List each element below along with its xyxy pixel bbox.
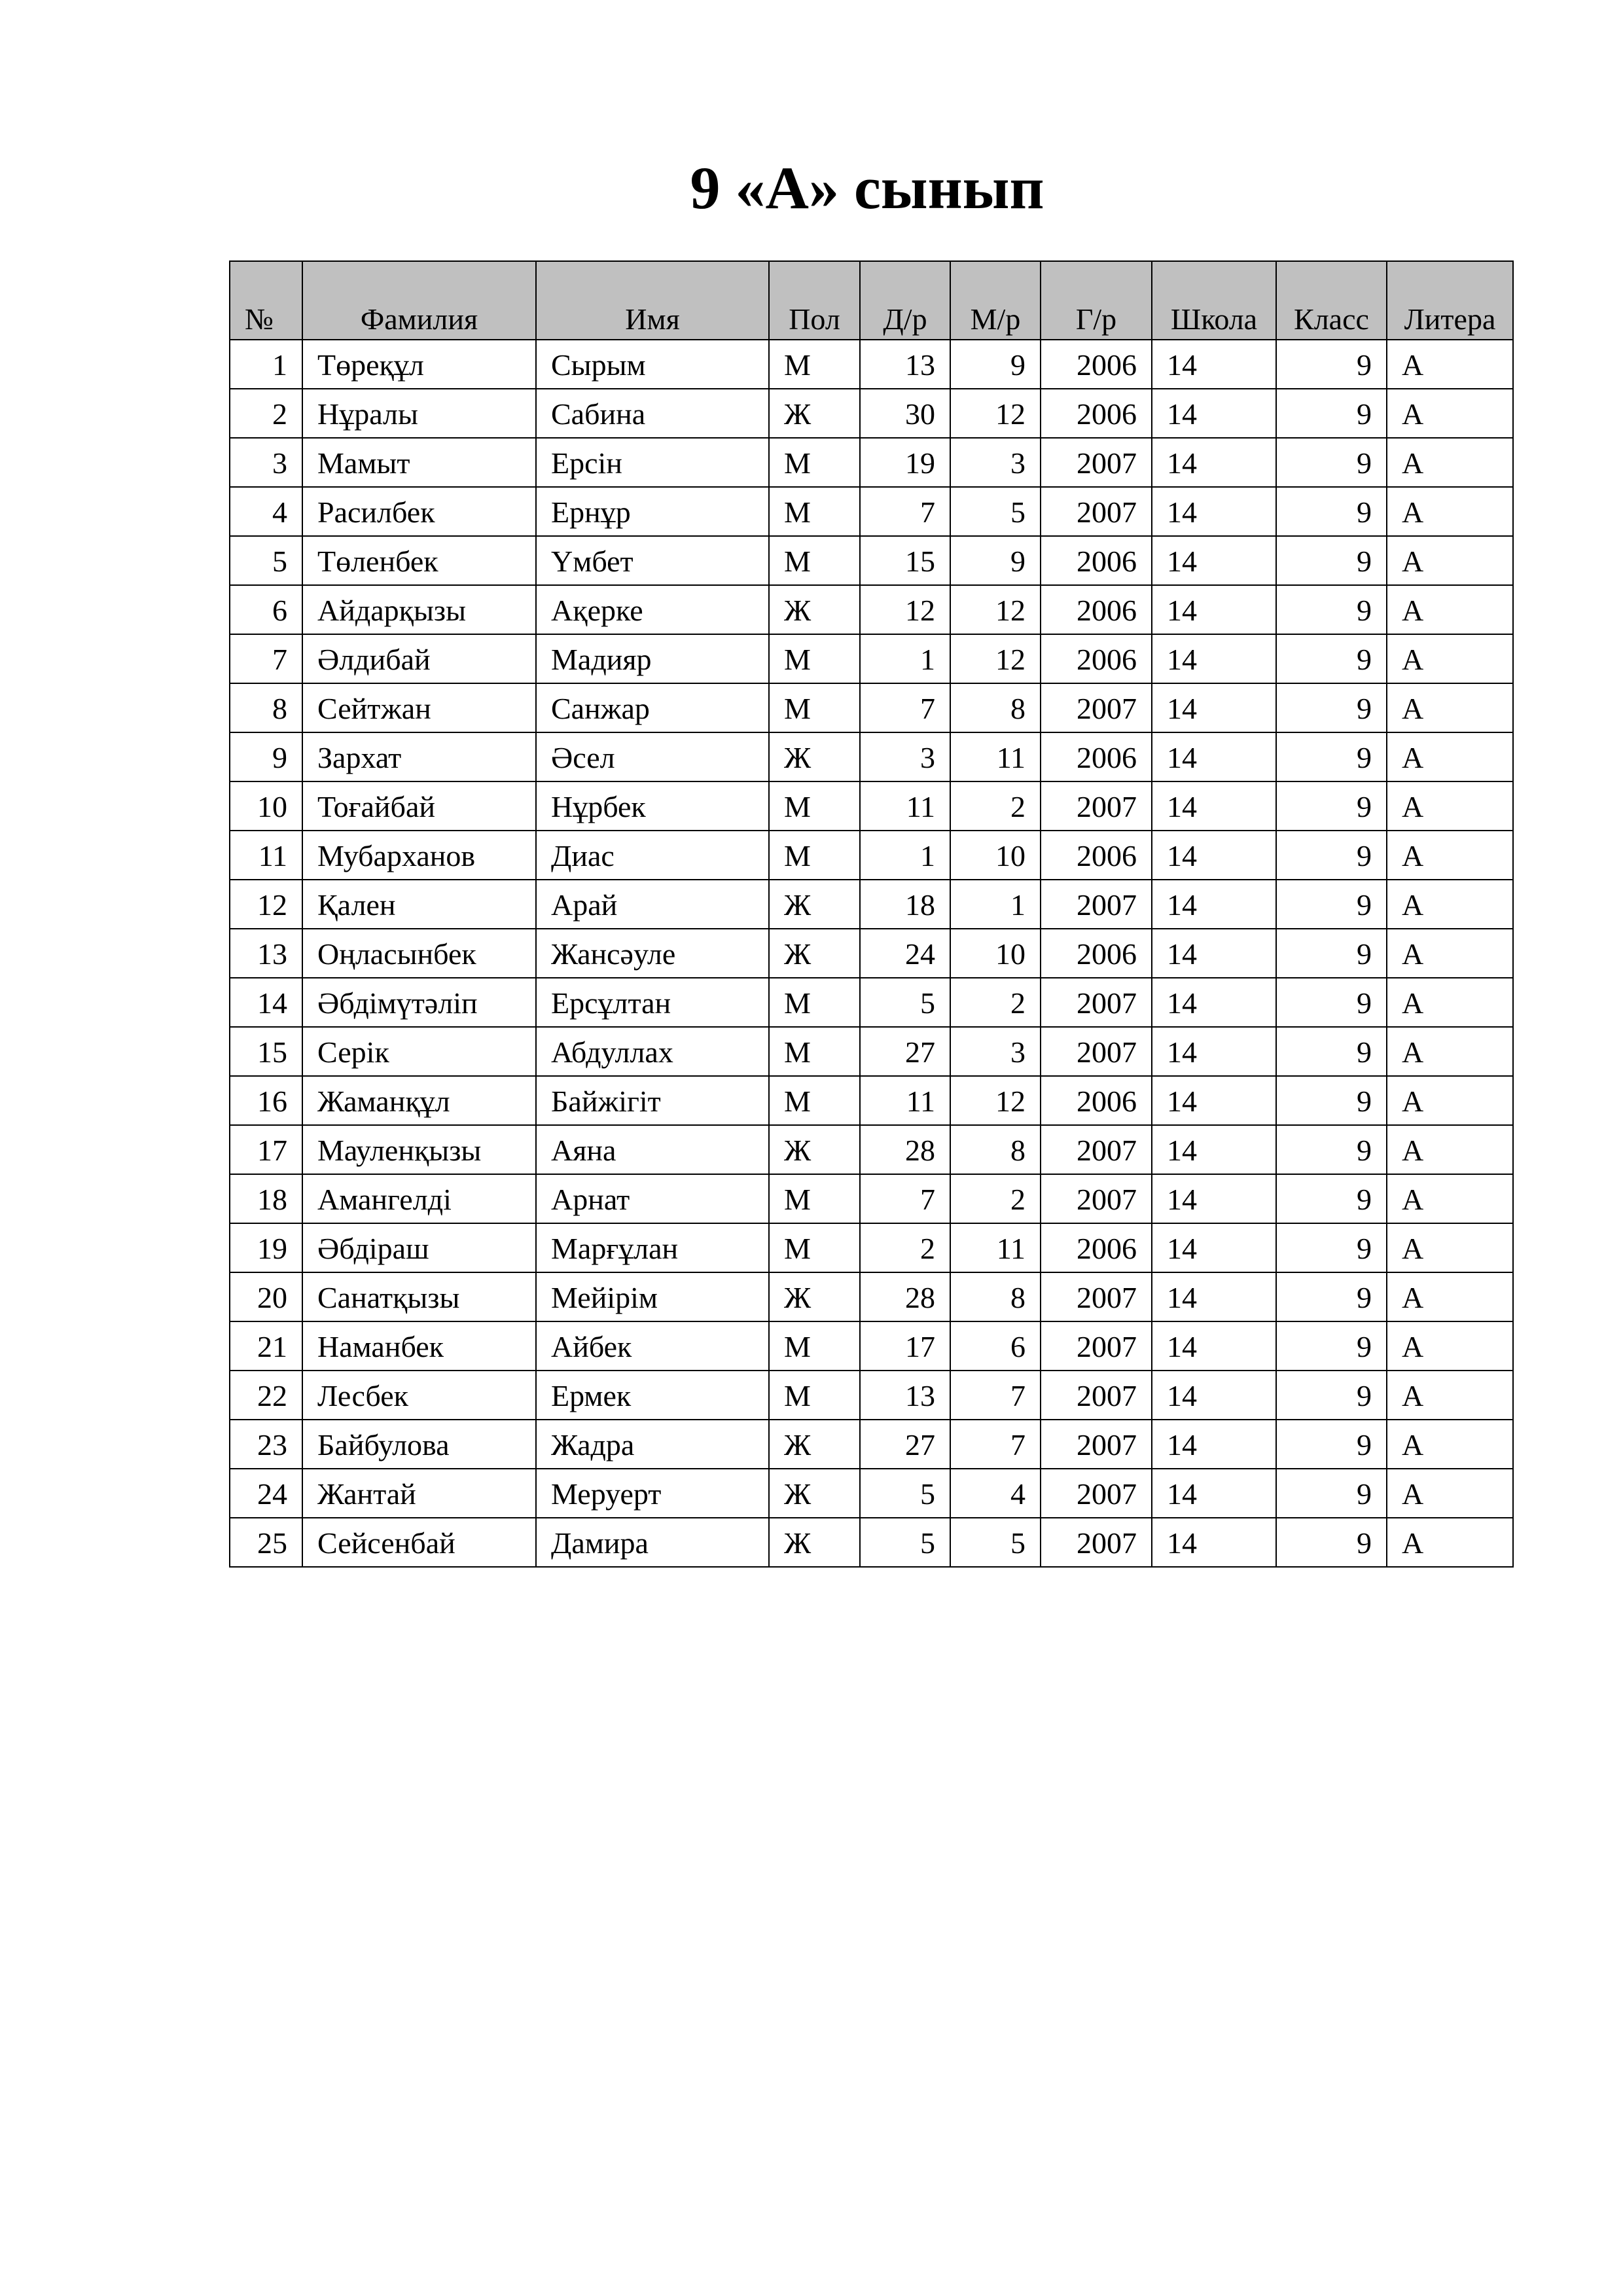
cell-number: 11 — [230, 831, 302, 880]
cell-class: 9 — [1276, 978, 1387, 1027]
cell-first-name: Арнат — [536, 1174, 769, 1223]
cell-number: 21 — [230, 1321, 302, 1371]
cell-class: 9 — [1276, 1321, 1387, 1371]
cell-first-name: Дамира — [536, 1518, 769, 1567]
cell-first-name: Сабина — [536, 389, 769, 438]
cell-surname: Зархат — [302, 732, 536, 781]
cell-school: 14 — [1152, 1321, 1276, 1371]
cell-number: 23 — [230, 1420, 302, 1469]
cell-first-name: Ернұр — [536, 487, 769, 536]
cell-number: 8 — [230, 683, 302, 732]
cell-number: 24 — [230, 1469, 302, 1518]
cell-number: 14 — [230, 978, 302, 1027]
cell-letter: А — [1387, 1321, 1513, 1371]
cell-birth-day: 27 — [860, 1420, 950, 1469]
cell-number: 15 — [230, 1027, 302, 1076]
cell-school: 14 — [1152, 1272, 1276, 1321]
table-row — [230, 1223, 1513, 1272]
cell-surname: Мауленқызы — [302, 1125, 536, 1174]
cell-birth-year: 2006 — [1041, 1076, 1152, 1125]
table-row — [230, 732, 1513, 781]
table-body — [230, 340, 1513, 1567]
cell-birth-year: 2006 — [1041, 732, 1152, 781]
cell-class: 9 — [1276, 880, 1387, 929]
cell-letter: А — [1387, 1125, 1513, 1174]
cell-first-name: Байжігіт — [536, 1076, 769, 1125]
cell-birth-year: 2007 — [1041, 1469, 1152, 1518]
cell-letter: А — [1387, 585, 1513, 634]
cell-birth-year: 2007 — [1041, 1272, 1152, 1321]
cell-first-name: Айбек — [536, 1321, 769, 1371]
table-row — [230, 1125, 1513, 1174]
cell-first-name: Абдуллах — [536, 1027, 769, 1076]
cell-number: 4 — [230, 487, 302, 536]
student-roster-table — [229, 260, 1514, 1568]
cell-first-name: Меруерт — [536, 1469, 769, 1518]
cell-first-name: Аяна — [536, 1125, 769, 1174]
cell-first-name: Ақерке — [536, 585, 769, 634]
cell-birth-day: 7 — [860, 1174, 950, 1223]
cell-surname: Жаманқұл — [302, 1076, 536, 1125]
cell-birth-year: 2007 — [1041, 781, 1152, 831]
cell-first-name: Үмбет — [536, 536, 769, 585]
cell-surname: Нұралы — [302, 389, 536, 438]
cell-gender: М — [769, 1174, 860, 1223]
cell-birth-day: 24 — [860, 929, 950, 978]
table-row — [230, 880, 1513, 929]
cell-letter: А — [1387, 781, 1513, 831]
cell-number: 1 — [230, 340, 302, 389]
table-row — [230, 536, 1513, 585]
cell-birth-month: 9 — [950, 536, 1041, 585]
cell-letter: А — [1387, 1027, 1513, 1076]
cell-number: 6 — [230, 585, 302, 634]
cell-birth-year: 2006 — [1041, 831, 1152, 880]
cell-birth-month: 6 — [950, 1321, 1041, 1371]
cell-surname: Лесбек — [302, 1371, 536, 1420]
cell-birth-month: 2 — [950, 781, 1041, 831]
cell-gender: М — [769, 438, 860, 487]
cell-gender: М — [769, 1076, 860, 1125]
cell-school: 14 — [1152, 1125, 1276, 1174]
cell-birth-month: 2 — [950, 1174, 1041, 1223]
cell-school: 14 — [1152, 1027, 1276, 1076]
table-row — [230, 438, 1513, 487]
cell-school: 14 — [1152, 1518, 1276, 1567]
cell-class: 9 — [1276, 732, 1387, 781]
cell-birth-day: 19 — [860, 438, 950, 487]
cell-surname: Айдарқызы — [302, 585, 536, 634]
cell-first-name: Әсел — [536, 732, 769, 781]
cell-number: 5 — [230, 536, 302, 585]
cell-gender: М — [769, 781, 860, 831]
cell-number: 10 — [230, 781, 302, 831]
cell-school: 14 — [1152, 1076, 1276, 1125]
cell-number: 22 — [230, 1371, 302, 1420]
cell-birth-day: 27 — [860, 1027, 950, 1076]
cell-number: 9 — [230, 732, 302, 781]
cell-class: 9 — [1276, 683, 1387, 732]
cell-gender: М — [769, 340, 860, 389]
cell-birth-day: 3 — [860, 732, 950, 781]
cell-class: 9 — [1276, 929, 1387, 978]
cell-school: 14 — [1152, 536, 1276, 585]
cell-number: 7 — [230, 634, 302, 683]
cell-school: 14 — [1152, 880, 1276, 929]
cell-birth-day: 17 — [860, 1321, 950, 1371]
cell-letter: А — [1387, 1223, 1513, 1272]
cell-school: 14 — [1152, 1371, 1276, 1420]
cell-surname: Мубарханов — [302, 831, 536, 880]
cell-birth-month: 5 — [950, 487, 1041, 536]
cell-class: 9 — [1276, 634, 1387, 683]
cell-class: 9 — [1276, 1420, 1387, 1469]
cell-surname: Тоғайбай — [302, 781, 536, 831]
cell-surname: Амангелді — [302, 1174, 536, 1223]
cell-letter: А — [1387, 536, 1513, 585]
cell-class: 9 — [1276, 585, 1387, 634]
cell-class: 9 — [1276, 1125, 1387, 1174]
table-row — [230, 1469, 1513, 1518]
cell-surname: Серік — [302, 1027, 536, 1076]
cell-first-name: Мадияр — [536, 634, 769, 683]
cell-letter: А — [1387, 340, 1513, 389]
cell-birth-month: 12 — [950, 634, 1041, 683]
table-row — [230, 634, 1513, 683]
table-row — [230, 831, 1513, 880]
cell-birth-day: 30 — [860, 389, 950, 438]
cell-birth-month: 2 — [950, 978, 1041, 1027]
cell-birth-year: 2007 — [1041, 683, 1152, 732]
cell-class: 9 — [1276, 1469, 1387, 1518]
cell-birth-month: 10 — [950, 831, 1041, 880]
cell-birth-day: 5 — [860, 1518, 950, 1567]
cell-gender: Ж — [769, 880, 860, 929]
cell-birth-year: 2007 — [1041, 978, 1152, 1027]
header-gender: Пол — [769, 261, 860, 340]
cell-letter: А — [1387, 634, 1513, 683]
cell-letter: А — [1387, 732, 1513, 781]
cell-number: 12 — [230, 880, 302, 929]
cell-birth-month: 12 — [950, 1076, 1041, 1125]
cell-birth-year: 2007 — [1041, 487, 1152, 536]
cell-birth-month: 12 — [950, 585, 1041, 634]
cell-gender: М — [769, 831, 860, 880]
cell-birth-month: 8 — [950, 1272, 1041, 1321]
cell-birth-day: 28 — [860, 1125, 950, 1174]
cell-number: 20 — [230, 1272, 302, 1321]
header-school: Школа — [1152, 261, 1276, 340]
table-row — [230, 1321, 1513, 1371]
table-row — [230, 389, 1513, 438]
cell-gender: Ж — [769, 1469, 860, 1518]
cell-first-name: Марғұлан — [536, 1223, 769, 1272]
cell-birth-day: 7 — [860, 487, 950, 536]
cell-birth-year: 2006 — [1041, 340, 1152, 389]
cell-school: 14 — [1152, 1469, 1276, 1518]
cell-number: 16 — [230, 1076, 302, 1125]
cell-birth-month: 11 — [950, 1223, 1041, 1272]
cell-class: 9 — [1276, 1518, 1387, 1567]
cell-gender: Ж — [769, 1272, 860, 1321]
table-row — [230, 340, 1513, 389]
cell-letter: А — [1387, 1272, 1513, 1321]
cell-birth-day: 11 — [860, 1076, 950, 1125]
cell-birth-year: 2006 — [1041, 536, 1152, 585]
cell-birth-year: 2007 — [1041, 1321, 1152, 1371]
cell-birth-day: 1 — [860, 634, 950, 683]
cell-number: 18 — [230, 1174, 302, 1223]
cell-birth-day: 13 — [860, 1371, 950, 1420]
cell-birth-month: 9 — [950, 340, 1041, 389]
cell-birth-year: 2007 — [1041, 1174, 1152, 1223]
cell-class: 9 — [1276, 831, 1387, 880]
page-title: 9 «А» сынып — [690, 154, 1044, 221]
cell-surname: Әлдибай — [302, 634, 536, 683]
header-letter: Литера — [1387, 261, 1513, 340]
cell-school: 14 — [1152, 978, 1276, 1027]
cell-class: 9 — [1276, 536, 1387, 585]
cell-gender: М — [769, 536, 860, 585]
cell-surname: Наманбек — [302, 1321, 536, 1371]
cell-first-name: Арай — [536, 880, 769, 929]
cell-number: 3 — [230, 438, 302, 487]
table-header-row — [230, 261, 1513, 340]
cell-school: 14 — [1152, 732, 1276, 781]
cell-surname: Сейтжан — [302, 683, 536, 732]
cell-number: 19 — [230, 1223, 302, 1272]
cell-birth-month: 10 — [950, 929, 1041, 978]
cell-school: 14 — [1152, 1420, 1276, 1469]
cell-first-name: Жадра — [536, 1420, 769, 1469]
cell-letter: А — [1387, 1420, 1513, 1469]
cell-birth-day: 11 — [860, 781, 950, 831]
table-row — [230, 487, 1513, 536]
cell-birth-year: 2007 — [1041, 1371, 1152, 1420]
cell-birth-month: 12 — [950, 389, 1041, 438]
table-row — [230, 1371, 1513, 1420]
cell-birth-year: 2007 — [1041, 1420, 1152, 1469]
cell-gender: Ж — [769, 732, 860, 781]
cell-letter: А — [1387, 978, 1513, 1027]
cell-gender: М — [769, 1321, 860, 1371]
cell-surname: Жантай — [302, 1469, 536, 1518]
cell-birth-month: 7 — [950, 1420, 1041, 1469]
cell-surname: Төреқұл — [302, 340, 536, 389]
cell-gender: М — [769, 1371, 860, 1420]
header-surname: Фамилия — [302, 261, 536, 340]
cell-class: 9 — [1276, 389, 1387, 438]
cell-birth-month: 5 — [950, 1518, 1041, 1567]
cell-school: 14 — [1152, 683, 1276, 732]
cell-school: 14 — [1152, 831, 1276, 880]
cell-birth-year: 2006 — [1041, 929, 1152, 978]
table-row — [230, 1272, 1513, 1321]
table-row — [230, 683, 1513, 732]
cell-birth-year: 2006 — [1041, 1223, 1152, 1272]
cell-gender: М — [769, 1223, 860, 1272]
cell-school: 14 — [1152, 487, 1276, 536]
header-class: Класс — [1276, 261, 1387, 340]
cell-birth-month: 4 — [950, 1469, 1041, 1518]
cell-birth-year: 2007 — [1041, 1518, 1152, 1567]
cell-class: 9 — [1276, 1027, 1387, 1076]
cell-gender: Ж — [769, 389, 860, 438]
cell-gender: Ж — [769, 585, 860, 634]
cell-number: 2 — [230, 389, 302, 438]
cell-first-name: Нұрбек — [536, 781, 769, 831]
cell-birth-month: 8 — [950, 683, 1041, 732]
cell-class: 9 — [1276, 1174, 1387, 1223]
cell-birth-day: 1 — [860, 831, 950, 880]
cell-birth-month: 3 — [950, 1027, 1041, 1076]
cell-birth-month: 8 — [950, 1125, 1041, 1174]
cell-birth-year: 2007 — [1041, 880, 1152, 929]
header-birth-year: Г/р — [1041, 261, 1152, 340]
cell-birth-year: 2006 — [1041, 585, 1152, 634]
cell-first-name: Сырым — [536, 340, 769, 389]
table-row — [230, 978, 1513, 1027]
cell-class: 9 — [1276, 1223, 1387, 1272]
cell-letter: А — [1387, 683, 1513, 732]
cell-surname: Қален — [302, 880, 536, 929]
table-row — [230, 1076, 1513, 1125]
cell-first-name: Жансәуле — [536, 929, 769, 978]
cell-class: 9 — [1276, 1371, 1387, 1420]
cell-school: 14 — [1152, 585, 1276, 634]
cell-first-name: Мейірім — [536, 1272, 769, 1321]
cell-letter: А — [1387, 1469, 1513, 1518]
cell-class: 9 — [1276, 1076, 1387, 1125]
cell-birth-month: 1 — [950, 880, 1041, 929]
cell-school: 14 — [1152, 438, 1276, 487]
cell-gender: Ж — [769, 929, 860, 978]
cell-birth-day: 7 — [860, 683, 950, 732]
table-row — [230, 1174, 1513, 1223]
cell-birth-day: 15 — [860, 536, 950, 585]
cell-letter: А — [1387, 487, 1513, 536]
header-birth-day: Д/р — [860, 261, 950, 340]
cell-surname: Байбулова — [302, 1420, 536, 1469]
cell-birth-month: 3 — [950, 438, 1041, 487]
cell-first-name: Ермек — [536, 1371, 769, 1420]
cell-letter: А — [1387, 929, 1513, 978]
cell-birth-day: 18 — [860, 880, 950, 929]
cell-school: 14 — [1152, 340, 1276, 389]
cell-gender: М — [769, 487, 860, 536]
cell-gender: М — [769, 683, 860, 732]
cell-letter: А — [1387, 1518, 1513, 1567]
cell-class: 9 — [1276, 438, 1387, 487]
cell-surname: Әбдіраш — [302, 1223, 536, 1272]
cell-class: 9 — [1276, 1272, 1387, 1321]
cell-school: 14 — [1152, 389, 1276, 438]
cell-surname: Оңласынбек — [302, 929, 536, 978]
cell-gender: Ж — [769, 1518, 860, 1567]
cell-birth-day: 5 — [860, 1469, 950, 1518]
cell-birth-day: 2 — [860, 1223, 950, 1272]
cell-school: 14 — [1152, 634, 1276, 683]
cell-gender: М — [769, 1027, 860, 1076]
cell-surname: Мамыт — [302, 438, 536, 487]
cell-first-name: Санжар — [536, 683, 769, 732]
cell-first-name: Ерсін — [536, 438, 769, 487]
cell-number: 13 — [230, 929, 302, 978]
cell-number: 17 — [230, 1125, 302, 1174]
cell-birth-year: 2007 — [1041, 1027, 1152, 1076]
cell-school: 14 — [1152, 781, 1276, 831]
cell-birth-day: 12 — [860, 585, 950, 634]
table-row — [230, 1518, 1513, 1567]
cell-letter: А — [1387, 880, 1513, 929]
table-row — [230, 1420, 1513, 1469]
cell-first-name: Ерсұлтан — [536, 978, 769, 1027]
cell-school: 14 — [1152, 929, 1276, 978]
cell-school: 14 — [1152, 1223, 1276, 1272]
cell-birth-year: 2007 — [1041, 438, 1152, 487]
table-row — [230, 781, 1513, 831]
cell-birth-day: 5 — [860, 978, 950, 1027]
table-row — [230, 929, 1513, 978]
cell-gender: М — [769, 634, 860, 683]
cell-gender: Ж — [769, 1420, 860, 1469]
cell-number: 25 — [230, 1518, 302, 1567]
cell-letter: А — [1387, 389, 1513, 438]
cell-gender: М — [769, 978, 860, 1027]
cell-surname: Төленбек — [302, 536, 536, 585]
cell-birth-month: 7 — [950, 1371, 1041, 1420]
cell-birth-day: 28 — [860, 1272, 950, 1321]
cell-letter: А — [1387, 1076, 1513, 1125]
cell-first-name: Диас — [536, 831, 769, 880]
cell-letter: А — [1387, 1174, 1513, 1223]
cell-school: 14 — [1152, 1174, 1276, 1223]
cell-surname: Сейсенбай — [302, 1518, 536, 1567]
cell-surname: Расилбек — [302, 487, 536, 536]
cell-letter: А — [1387, 1371, 1513, 1420]
cell-surname: Санатқызы — [302, 1272, 536, 1321]
cell-letter: А — [1387, 438, 1513, 487]
header-number: № — [230, 261, 302, 340]
cell-class: 9 — [1276, 487, 1387, 536]
cell-surname: Әбдімүтәліп — [302, 978, 536, 1027]
header-birth-month: М/р — [950, 261, 1041, 340]
cell-gender: Ж — [769, 1125, 860, 1174]
cell-class: 9 — [1276, 781, 1387, 831]
cell-birth-year: 2007 — [1041, 1125, 1152, 1174]
table-row — [230, 585, 1513, 634]
cell-class: 9 — [1276, 340, 1387, 389]
cell-birth-year: 2006 — [1041, 634, 1152, 683]
cell-birth-year: 2006 — [1041, 389, 1152, 438]
cell-birth-day: 13 — [860, 340, 950, 389]
cell-letter: А — [1387, 831, 1513, 880]
table-row — [230, 1027, 1513, 1076]
header-first-name: Имя — [536, 261, 769, 340]
cell-birth-month: 11 — [950, 732, 1041, 781]
